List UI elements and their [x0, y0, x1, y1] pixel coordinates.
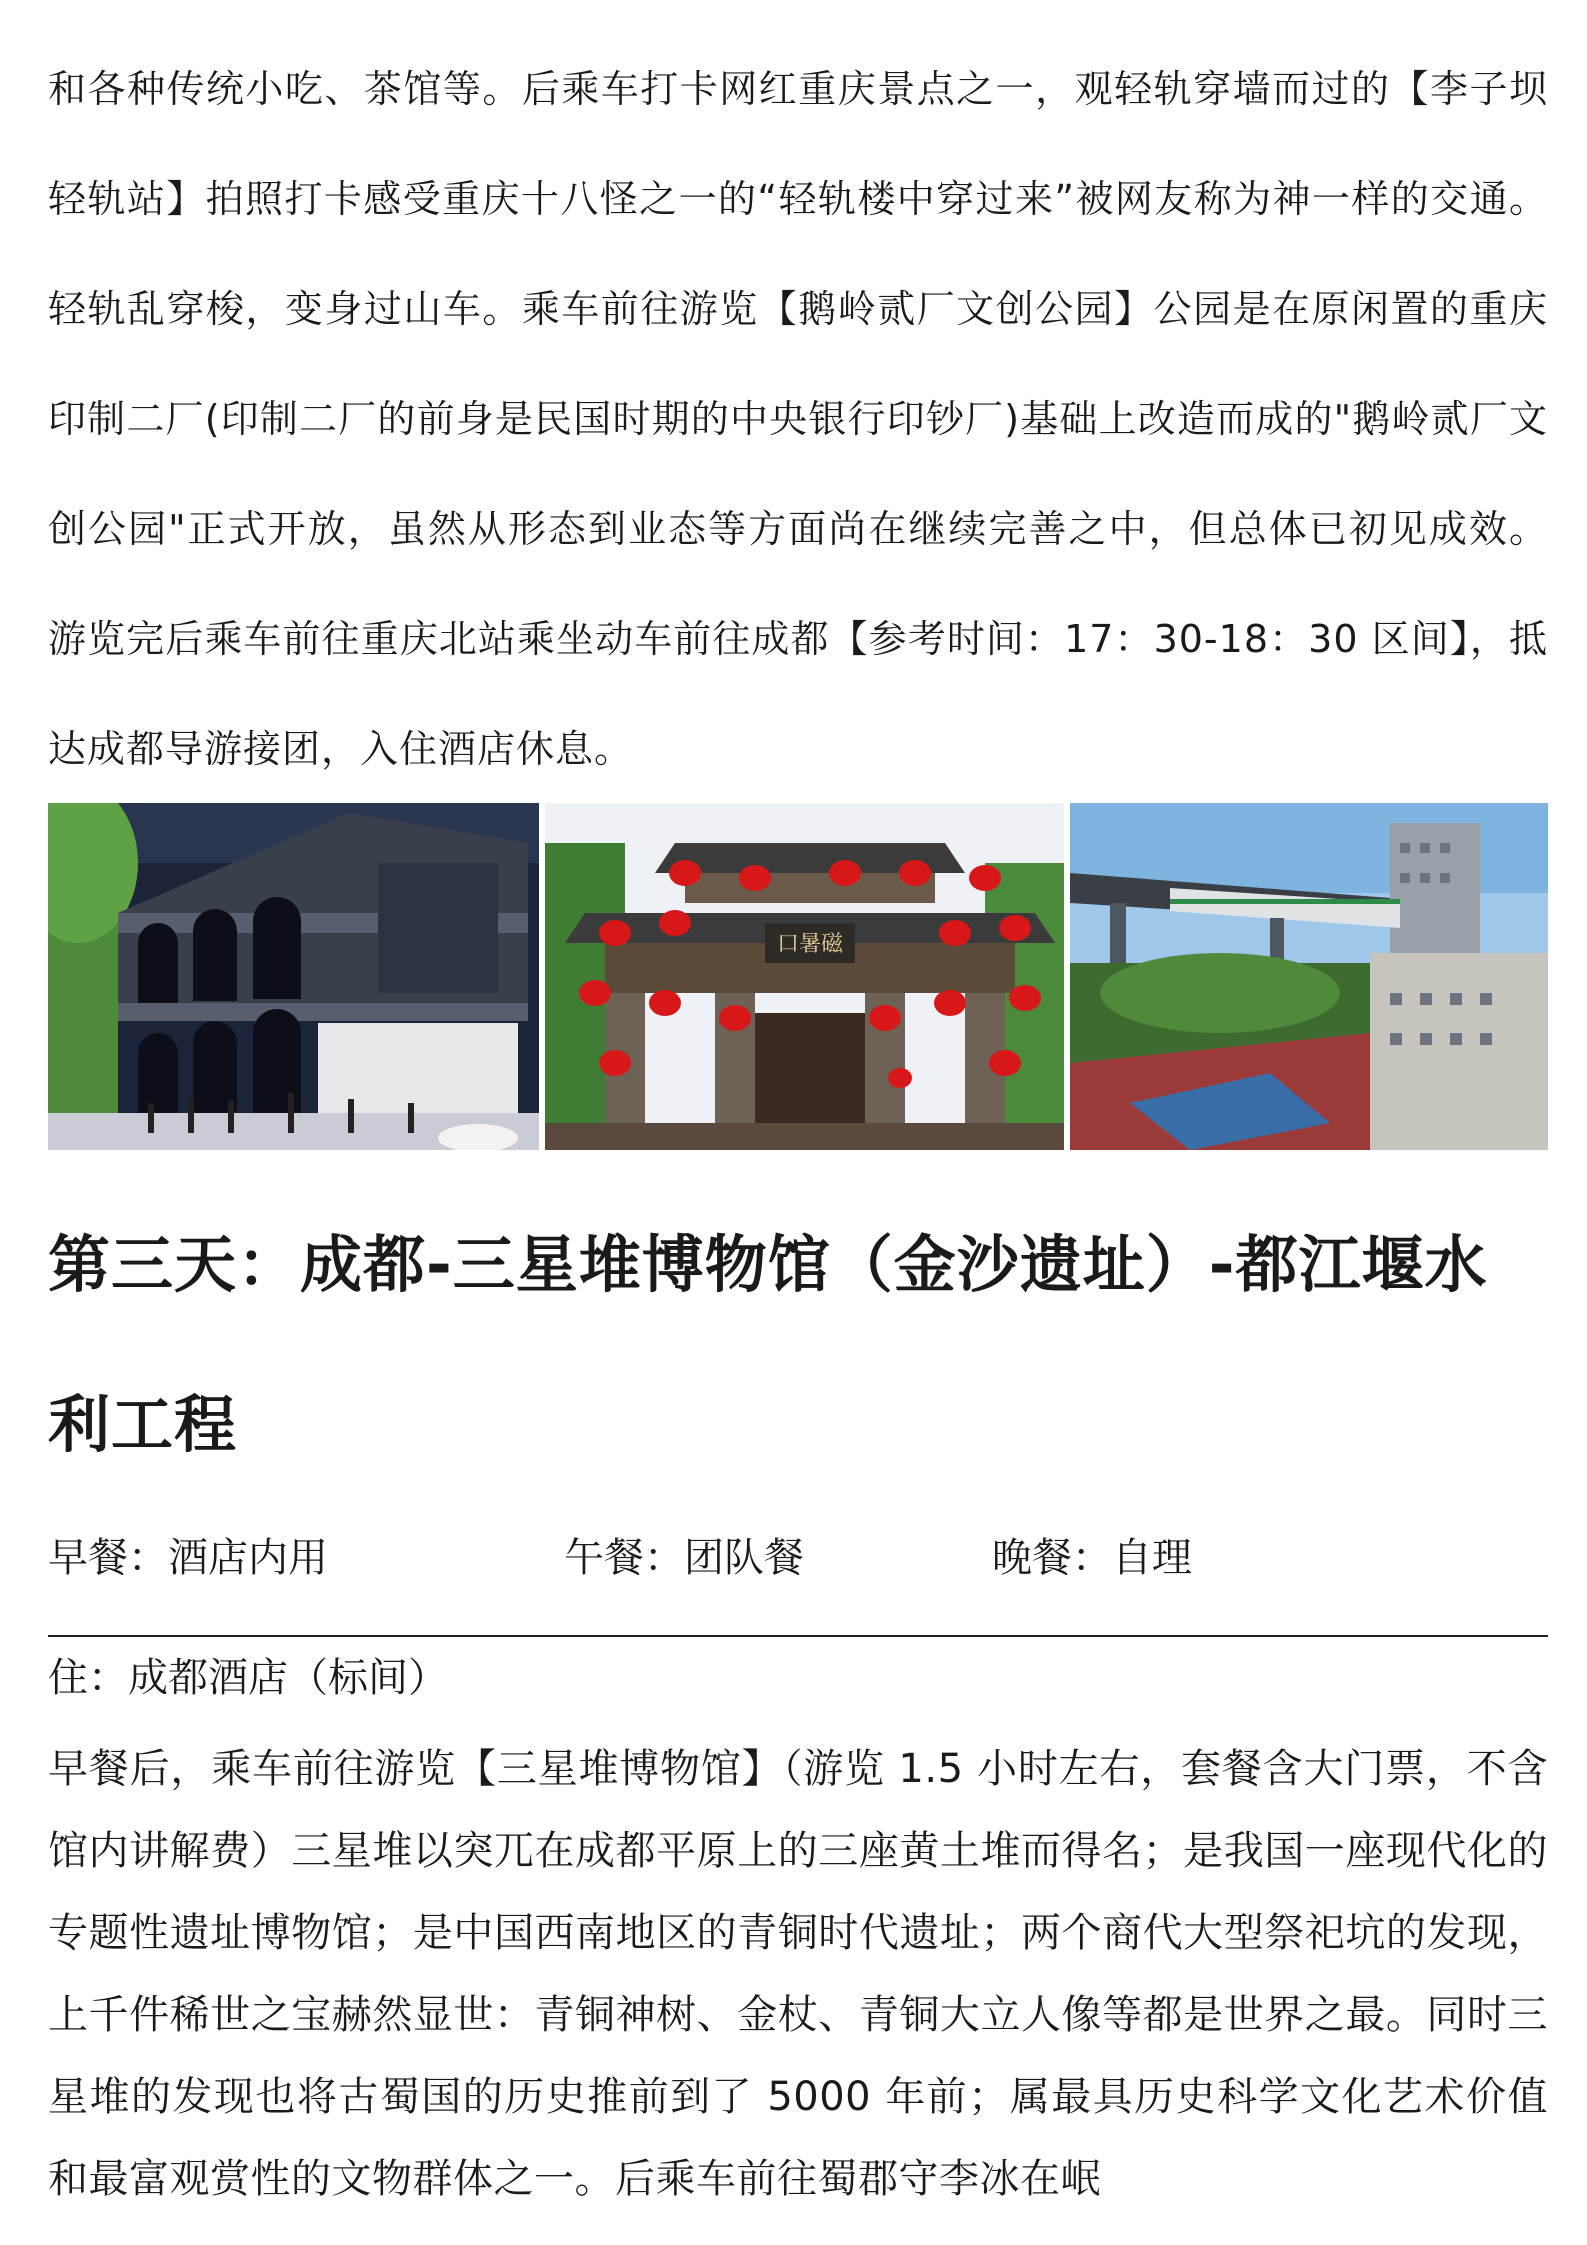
day3-title: 第三天：成都-三星堆博物馆（金沙遗址）-都江堰水利工程 — [48, 1228, 1488, 1461]
divider-line — [48, 1635, 1548, 1637]
meals-row — [48, 1528, 1548, 1588]
accommodation-info: 住：成都酒店（标间） — [48, 1655, 448, 1701]
dinner-info: 晚餐：自理 — [992, 1535, 1192, 1581]
day3-itinerary-paragraph: 早餐后，乘车前往游览【三星堆博物馆】（游览 1.5 小时左右，套餐含大门票，不含馆内讲解费）三星堆以突兀在成都平原上的三座黄土堆而得名；是我国一座现代化的专题性遗址博物馆；是中国西南地区的青铜时代遗址；两个商代大型祭祀坑的发现，上千件稀世之宝赫然显世：青铜神树、金杖、青铜大立人像等都是世界之最。同时三星堆的发现也将古蜀国的历史推前到了 5000 年前；属最具历史科学文化艺术价值和最富观赏性的文物群体之一。后乘车前往蜀郡守李冰在岷 — [48, 1746, 1548, 2202]
breakfast-info: 早餐：酒店内用 — [48, 1535, 328, 1581]
photo-gate-lanterns — [545, 803, 1064, 1150]
lunch-info: 午餐：团队餐 — [564, 1535, 804, 1581]
gate-sign: 口暑磁 — [776, 932, 844, 957]
intro-paragraph: 和各种传统小吃、茶馆等。后乘车打卡网红重庆景点之一，观轻轨穿墙而过的【李子坝轻轨站】拍照打卡感受重庆十八怪之一的“轻轨楼中穿过来”被网友称为神一样的交通。轻轨乱穿梭，变身过山车。乘车前往游览【鹅岭贰厂文创公园】公园是在原闲置的重庆印制二厂(印制二厂的前身是民国时期的中央银行印钞厂)基础上改造而成的"鹅岭贰厂文创公园"正式开放，虽然从形态到业态等方面尚在继续完善之中，但总体已初见成效。 游览完后乘车前往重庆北站乘坐动车前往成都【参考时间：17：30-18：30 区间】，抵达成都导游接团，入住酒店休息。 — [48, 67, 1548, 771]
photo-historic-building — [48, 803, 539, 1150]
photo-light-rail — [1070, 803, 1548, 1150]
photo-strip — [48, 803, 1548, 1150]
